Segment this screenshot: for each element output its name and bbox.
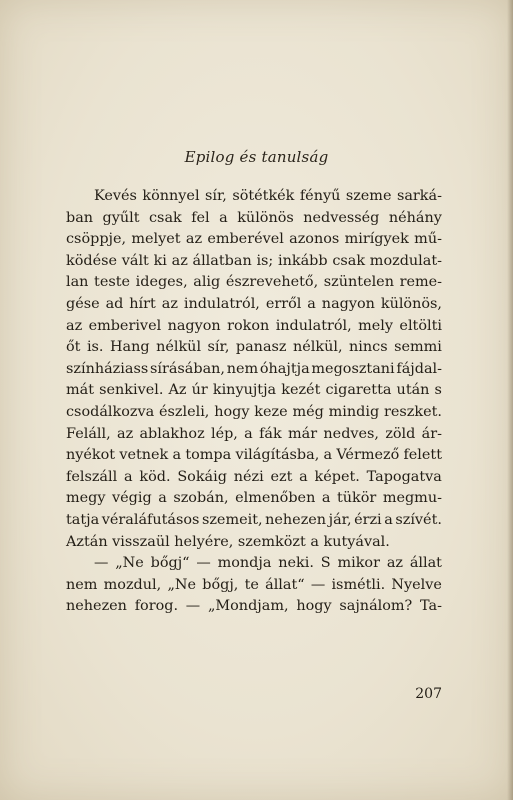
text-line: megy végig a szobán, elmenőben a tükör megmu- (66, 490, 442, 507)
page-edge-shadow (507, 0, 513, 800)
chapter-title: Epilog és tanulság (184, 148, 329, 166)
text-line: csöppje, melyet az emberével azonos mirígyek mű- (66, 231, 442, 248)
text-line: tatja véraláfutásos szemeit, nehezen jár, érzi a szívét. (66, 511, 442, 528)
text-line: ban gyűlt csak fel a különös nedvesség néhány (66, 209, 442, 226)
page-number: 207 (415, 686, 442, 702)
body-text (66, 186, 442, 618)
text-line: — „Ne bőgj“ — mondja neki. S mikor az állat (94, 555, 442, 572)
text-line: az emberivel nagyon rokon indulatról, mely eltölti (66, 317, 442, 334)
text-line: csodálkozva észleli, hogy keze még mindig reszket. (66, 403, 442, 420)
text-line: nem mozdul, „Ne bőgj, te állat“ — ismétli. Nyelve (66, 576, 442, 593)
text-line: nyékot vetnek a tompa világításba, a Vérmező felett (66, 447, 442, 464)
text-line: színháziass sírásában, nem óhajtja megosztani fájdal- (66, 360, 442, 377)
text-line: felszáll a köd. Sokáig nézi ezt a képet. Tapogatva (66, 468, 442, 485)
text-line: Aztán visszaül helyére, szemközt a kutyával. (66, 533, 390, 550)
text-line: gése ad hírt az indulatról, erről a nagyon különös, (66, 295, 442, 312)
text-line: Kevés könnyel sír, sötétkék fényű szeme sarká- (94, 188, 442, 204)
text-line: ködése vált ki az állatban is; inkább csak mozdulat- (66, 252, 442, 269)
text-line: lan teste ideges, alig észrevehető, szüntelen reme- (66, 274, 442, 291)
text-line: Feláll, az ablakhoz lép, a fák már nedves, zöld ár- (66, 425, 442, 442)
text-line: nehezen forog. — „Mondjam, hogy sajnálom? Ta- (66, 598, 442, 615)
text-line: mát senkivel. Az úr kinyujtja kezét cigaretta után s (66, 382, 442, 399)
text-line: őt is. Hang nélkül sír, panasz nélkül, nincs semmi (66, 339, 442, 356)
